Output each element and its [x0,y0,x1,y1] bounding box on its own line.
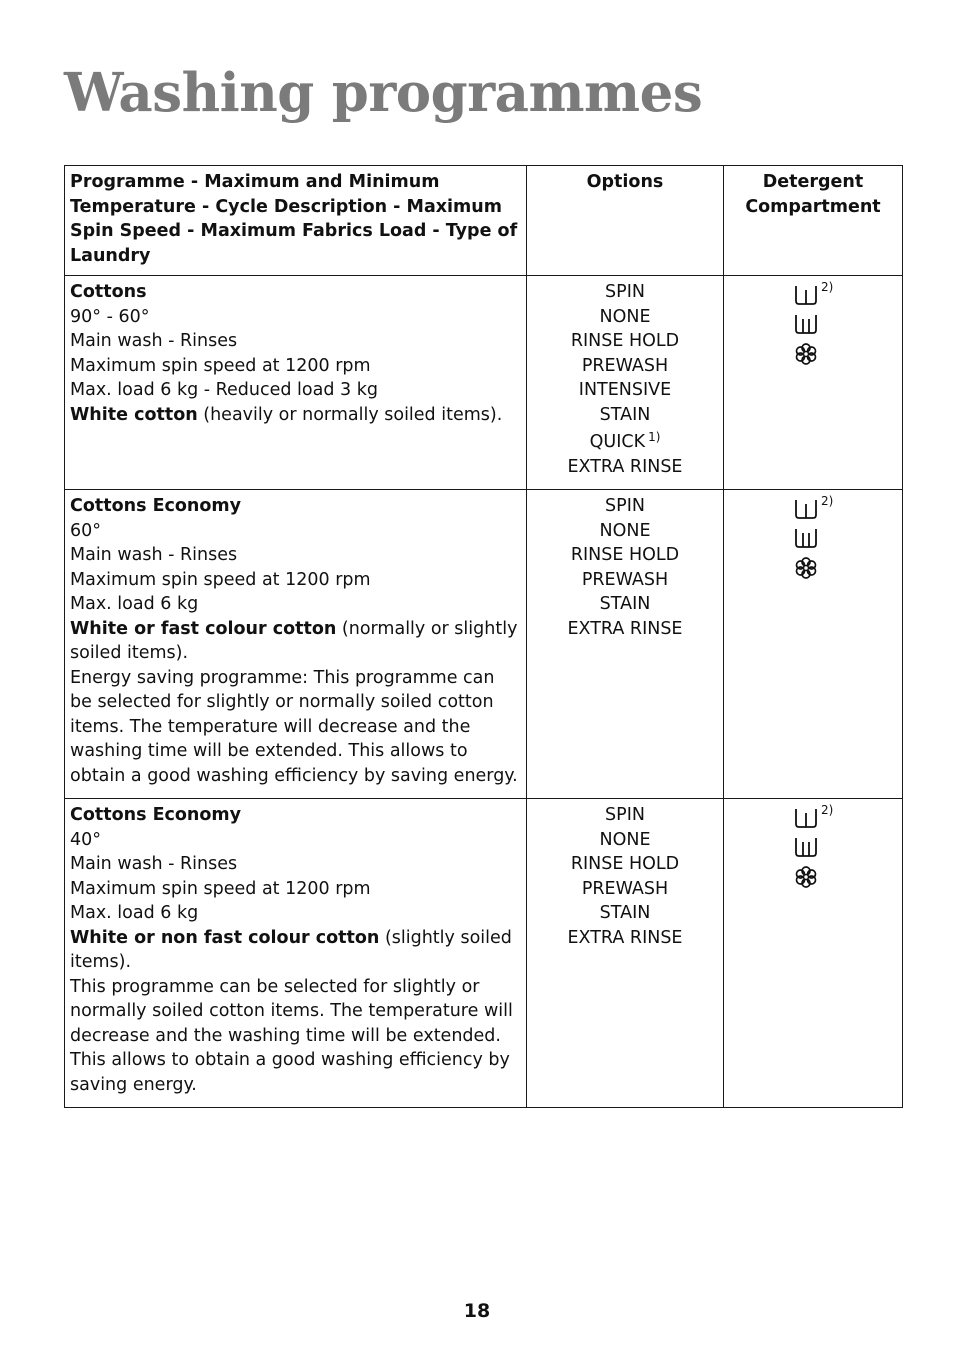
programme-load: Max. load 6 kg [70,594,199,614]
option-item: RINSE HOLD [570,331,680,351]
page-title: Washing programmes [64,62,703,124]
footnote-marker: 2) [821,494,834,508]
detergent-icons [794,803,840,890]
header-programme: Programme - Maximum and Minimum Temperature - Cycle Description - Maximum Spin Speed - Maximum Fabrics Load - Type of Laundry [65,166,527,276]
programme-name: Cottons Economy [70,496,242,516]
laundry-note: (slightly soiled items). [70,927,512,972]
programme-temperature: 90° - 60° [70,306,150,327]
washing-programmes-table [64,165,903,1108]
laundry-note: (heavily or normally soiled items). [197,404,503,425]
prewash-compartment-icon [794,499,818,519]
laundry-note: (normally or slightly soiled items). [70,618,518,663]
detergent-cell [724,490,903,799]
programme-name: Cottons Economy [70,805,242,825]
option-item: NONE [599,829,651,850]
softener-compartment-icon [794,343,818,365]
programme-cycle: Main wash - Rinses [70,545,238,565]
footnote-marker: 1) [648,430,661,444]
main-wash-compartment-icon [794,837,818,857]
softener-compartment-icon [794,557,818,579]
programme-description: Energy saving programme: This programme can be selected for slightly or normally soiled cotton items. The temperature will decrease and the washing time will be extended. This allows to obtain a good washing efficiency by saving energy. [70,667,518,786]
prewash-compartment-icon [794,808,818,828]
main-wash-compartment-icon [794,314,818,334]
programme-spin: Maximum spin speed at 1200 rpm [70,569,371,590]
option-item: PREWASH [581,355,669,376]
option-item: EXTRA RINSE [567,456,683,477]
programme-temperature: 60° [70,520,102,541]
footnote-marker: 2) [821,280,834,294]
option-item: STAIN [599,903,651,923]
footnote-marker: 2) [821,803,834,817]
programme-cell [65,799,527,1108]
option-item: SPIN [605,805,645,825]
programme-load: Max. load 6 kg [70,903,199,923]
option-item: STAIN [599,594,651,614]
programme-laundry [70,926,521,975]
option-item: EXTRA RINSE [567,927,683,948]
option-item: INTENSIVE [578,380,672,400]
programme-laundry [70,403,521,428]
header-options: Options [527,166,724,276]
programme-name: Cottons [70,282,147,302]
table-row [65,490,903,799]
option-item: RINSE HOLD [570,854,680,874]
programme-cell [65,490,527,799]
detergent-icons [794,494,840,581]
option-item: PREWASH [581,569,669,590]
softener-compartment-icon [794,866,818,888]
page-number: 18 [463,1300,491,1322]
option-item: NONE [599,306,651,327]
laundry-type: White or fast colour cotton [70,618,337,639]
table-header-row [65,166,903,276]
option-item: SPIN [605,496,645,516]
programme-temperature: 40° [70,829,102,850]
table-row [65,276,903,490]
option-item [532,430,718,455]
programme-cycle: Main wash - Rinses [70,854,238,874]
header-detergent-compartment: Detergent Compartment [724,166,903,276]
table-row [65,799,903,1108]
option-quick-label: QUICK [589,432,646,452]
detergent-cell [724,799,903,1108]
prewash-compartment-icon [794,285,818,305]
option-item: SPIN [605,282,645,302]
programme-cell [65,276,527,490]
option-item: PREWASH [581,878,669,899]
programme-description: This programme can be selected for slightly or normally soiled cotton items. The temperature will decrease and the washing time will be extended. This allows to obtain a good washing efficiency by saving energy. [70,976,513,1095]
detergent-icons [794,280,840,367]
option-item: NONE [599,520,651,541]
options-cell [527,490,724,799]
programme-laundry [70,617,521,666]
options-cell [527,799,724,1108]
option-item: EXTRA RINSE [567,618,683,639]
options-cell [527,276,724,490]
laundry-type: White cotton [70,404,198,425]
laundry-type: White or non fast colour cotton [70,927,380,948]
option-item: STAIN [599,404,651,425]
programme-cycle: Main wash - Rinses [70,331,238,351]
detergent-cell [724,276,903,490]
programme-spin: Maximum spin speed at 1200 rpm [70,355,371,376]
option-item: RINSE HOLD [570,545,680,565]
programme-spin: Maximum spin speed at 1200 rpm [70,878,371,899]
programme-load: Max. load 6 kg - Reduced load 3 kg [70,380,378,400]
main-wash-compartment-icon [794,528,818,548]
